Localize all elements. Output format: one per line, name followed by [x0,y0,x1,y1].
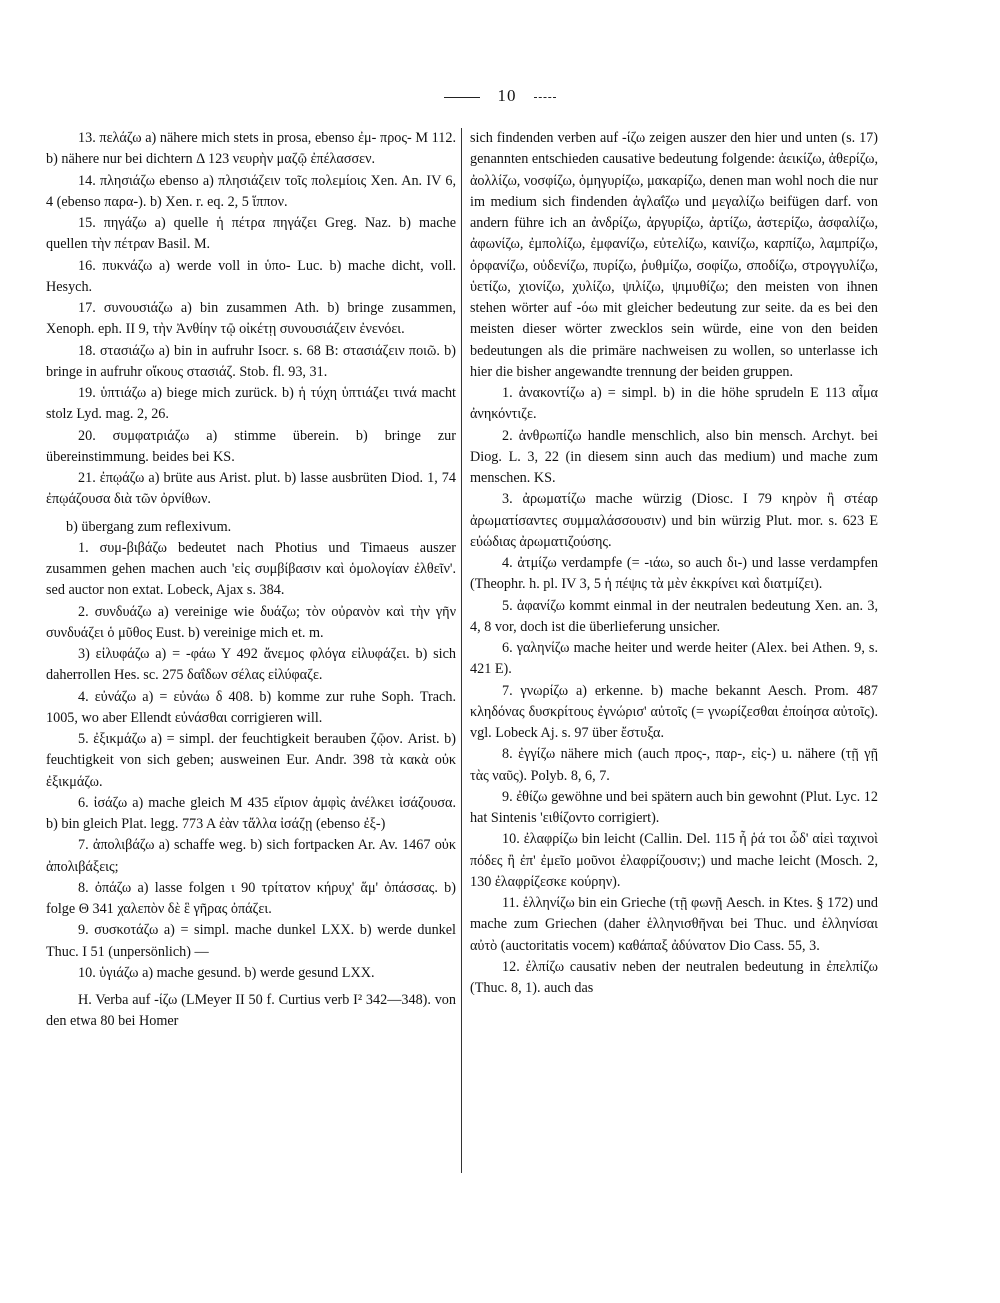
entry-paragraph: 4. εὐνάζω a) = εὐνάω δ 408. b) komme zur ruhe Soph. Trach. 1005, wo aber Ellendt εὐνάσθαι corrigieren will. [46,688,456,726]
entry-paragraph: 19. ὑπτιάζω a) biege mich zurück. b) ἡ τύχη ὑπτιάζει τινά macht stolz Lyd. mag. 2, 26. [46,385,456,423]
entry-paragraph: 7. ἀπολιβάζω a) schaffe weg. b) sich fortpacken Ar. Av. 1467 οὐκ ἀπολιβάξεις; [46,837,456,875]
entry-paragraph: 9. ἐθίζω gewöhne und bei spätern auch bin gewohnt (Plut. Lyc. 12 hat Sintenis 'ειθίζοντο corrigiert). [470,788,878,826]
entry-paragraph: 16. πυκνάζω a) werde voll in ὑπο- Luc. b) mache dicht, voll. Hesych. [46,257,456,295]
entry-paragraph: 1. ἀνακοντίζω a) = simpl. b) in die höhe sprudeln Ε 113 αἷμα ἀνηκόντιζε. [470,385,878,423]
entry-paragraph: 1. συμ-βιβάζω bedeutet nach Photius und Timaeus auszer zusammen gehen machen auch 'εἰς συμβίβασιν καὶ ὁμολογίαν ἐλθεῖν'. sed auctor non extat. Lobeck, Ajax s. 384. [46,539,456,599]
entry-paragraph: 2. συνδυάζω a) vereinige wie δυάζω; τὸν οὐρανὸν καὶ τὴν γῆν συνδυάζει ὁ μῦθος Eust. b) vereinige mich et. m. [46,603,456,641]
entry-paragraph: 10. ὑγιάζω a) mache gesund. b) werde gesund LXX. [78,964,375,981]
entry-paragraph: 6. ἰσάζω a) mache gleich Μ 435 εἴριον ἀμφὶς ἀνέλκει ἰσάζουσα. b) bin gleich Plat. legg. 773 A ἐὰν τἄλλα ἰσάζῃ (ebenso ἐξ-) [46,794,456,832]
entry-paragraph: 20. συμφατριάζω a) stimme überein. b) bringe zur übereinstimmung. beides bei KS. [46,427,456,465]
page-header [0,86,1000,106]
entry-paragraph: 5. ἀφανίζω kommt einmal in der neutralen bedeutung Xen. an. 3, 4, 8 vor, doch ist die überlieferung unsicher. [470,597,878,635]
entry-paragraph: 7. γνωρίζω a) erkenne. b) mache bekannt Aesch. Prom. 487 κληδόνας δυσκρίτους ἐγνώρισ' αὐτοῖς (= γνωρίζεσθαι ἐποίησα αὐτοῖς). vgl. Lobeck Aj. s. 97 über ἔστυξα. [470,682,878,741]
entry-paragraph: 4. ἀτμίζω verdampfe (= -ιάω, so auch δι-) und lasse verdampfen (Theophr. h. pl. IV 3, 5 ἡ πέψις τὰ μὲν ἐκκρίνει καὶ διατμίζει). [470,555,878,593]
entry-paragraph: 10. ἐλαφρίζω bin leicht (Callin. Del. 115 ἦ ῥά τοι ὧδ' αἰεὶ ταχινοὶ πόδες ἢ ἐπ' ἐμεῖο μοῦνοι ἐλαφρίζουσιν;) und mache leicht (Mosch. 2, 130 ἐλαφρίζεσκε κούρην). [470,831,878,890]
entry-paragraph: 14. πλησιάζω ebenso a) πλησιάζειν τοῖς πολεμίοις Xen. An. IV 6, 4 (ebenso παρα-). b) Xen. r. eq. 2, 5 ἵππον. [46,172,456,210]
entry-paragraph: 11. ἑλληνίζω bin ein Grieche (τῇ φωνῇ Aesch. in Ktes. § 172) und mache zum Griechen (daher ἑλληνισθῆναι bei Thuc. und ἑλληνίσαι αὐτὸ (auctoritatis vocem) καθάπαξ ἀδύνατον Dio Cass. 55, 3. [470,895,878,954]
entry-paragraph: 13. πελάζω a) nähere mich stets in prosa, ebenso ἐμ- προς- Μ 112. b) nähere nur bei dichtern Δ 123 νευρὴν μαζῷ ἐπέλασσεν. [46,130,456,168]
entry-paragraph: 18. στασιάζω a) bin in aufruhr Isocr. s. 68 B: στασιάζειν ποιῶ. b) bringe in aufruhr οἴκους στασιάζ. Stob. fl. 93, 31. [46,342,456,380]
header-rule-right [534,97,556,98]
entry-paragraph: 6. γαληνίζω mache heiter und werde heiter (Alex. bei Athen. 9, s. 421 E). [470,640,878,678]
entry-paragraph: 15. πηγάζω a) quelle ἡ πέτρα πηγάζει Greg. Naz. b) mache quellen τὴν πέτραν Basil. M. [46,215,456,253]
entry-paragraph: 8. ἐγγίζω nähere mich (auch προς-, παρ-, εἰς-) u. nähere (τῇ γῇ τὰς ναῦς). Polyb. 8, 6, 7. [470,746,878,784]
entry-paragraph: 2. ἀνθρωπίζω handle menschlich, also bin mensch. Archyt. bei Diog. L. 3, 22 (in diesem sinn auch das medium) und mache zum menschen. KS. [470,427,878,486]
entry-paragraph: 12. ἐλπίζω causativ neben der neutralen bedeutung in ἐπελπίζω (Thuc. 8, 1). auch das [470,958,878,996]
entry-paragraph: 21. ἐπῳάζω a) brüte aus Arist. plut. b) lasse ausbrüten Diod. 1, 74 ἐπῳάζουσα διὰ τῶν ὀρνίθων. [46,470,456,508]
column-divider [461,128,462,1173]
right-column [470,128,878,1175]
section-heading-paragraph: H. Verba auf -ίζω (LMeyer II 50 f. Curtius verb I² 342—348). von den etwa 80 bei Homer [46,992,456,1030]
entry-paragraph: 17. συνουσιάζω a) bin zusammen Ath. b) bringe zusammen, Xenoph. eph. II 9, τὴν Ἀνθίην τῷ οἰκέτῃ συνουσιάζειν ἐνενόει. [46,300,456,338]
left-column [46,128,456,1175]
page-number: 10 [497,86,517,105]
section-subheading: b) übergang zum reflexivum. [66,518,232,535]
header-rule-left [444,97,480,98]
entry-paragraph: 3. ἀρωματίζω mache würzig (Diosc. I 79 κηρὸν ἢ στέαρ ἀρωματίσαντες συμμαλάσσουσιν) und bin würzig Plut. mor. s. 623 E εὐώδιας ἀρωματιζούσης. [470,491,878,550]
entry-paragraph: sich findenden verben auf -ίζω zeigen auszer den hier und unten (s. 17) genannten entschieden causative bedeutung folgende: ἀεικίζω, ἀθερίζω, ἀολλίζω, νοσφίζω, ὁμηγυρίζω, μακαρίζω, denen man wohl noch die nur im medium sich findenden ἀγλαΐζω und μεγαλίζω beifügen darf. von andern führe ich an ἀνδρίζω, ἀργυρίζω, ἀρτίζω, ἀστερίζω, ἀσφαλίζω, ἀφωνίζω, ἐμπολίζω, ἐμφανίζω, εὐτελίζω, καινίζω, καρπίζω, λαμπρίζω, ὀρφανίζω, οὐδενίζω, πυρίζω, ῥυθμίζω, σοφίζω, σποδίζω, στρογγυλίζω, ὑετίζω, χιονίζω, χυλίζω, ψιλίζω, ψιμυθίζω; den meisten von ihnen stehen wörter auf -όω mit gleicher bedeutung zur seite. da es bei den meisten dieser wörter zwecklos sein würde, eine von den beiden bedeutungen als die primäre nachweisen zu wollen, so unterlasse ich hier die bisher angewandte trennung der beiden gruppen. [470,130,878,380]
entry-paragraph: 3) εἰλυφάζω a) = -φάω Υ 492 ἄνεμος φλόγα εἰλυφάζει. b) sich daherrollen Hes. sc. 275 δαΐδων σέλας εἰλύφαζε. [46,646,456,684]
entry-paragraph: 8. ὀπάζω a) lasse folgen ι 90 τρίτατον κήρυχ' ἅμ' ὀπάσσας. b) folge Θ 341 χαλεπὸν δὲ ἓ γῆρας ὀπάζει. [46,879,456,917]
entry-paragraph: 5. ἐξικμάζω a) = simpl. der feuchtigkeit berauben ζῷον. Arist. b) feuchtigkeit von sich geben; ausweinen Eur. Andr. 398 τὰ κακὰ οὐκ ἐξικμάζω. [46,731,456,790]
entry-paragraph: 9. συσκοτάζω a) = simpl. mache dunkel LXX. b) werde dunkel Thuc. I 51 (unpersönlich) — [46,922,456,960]
